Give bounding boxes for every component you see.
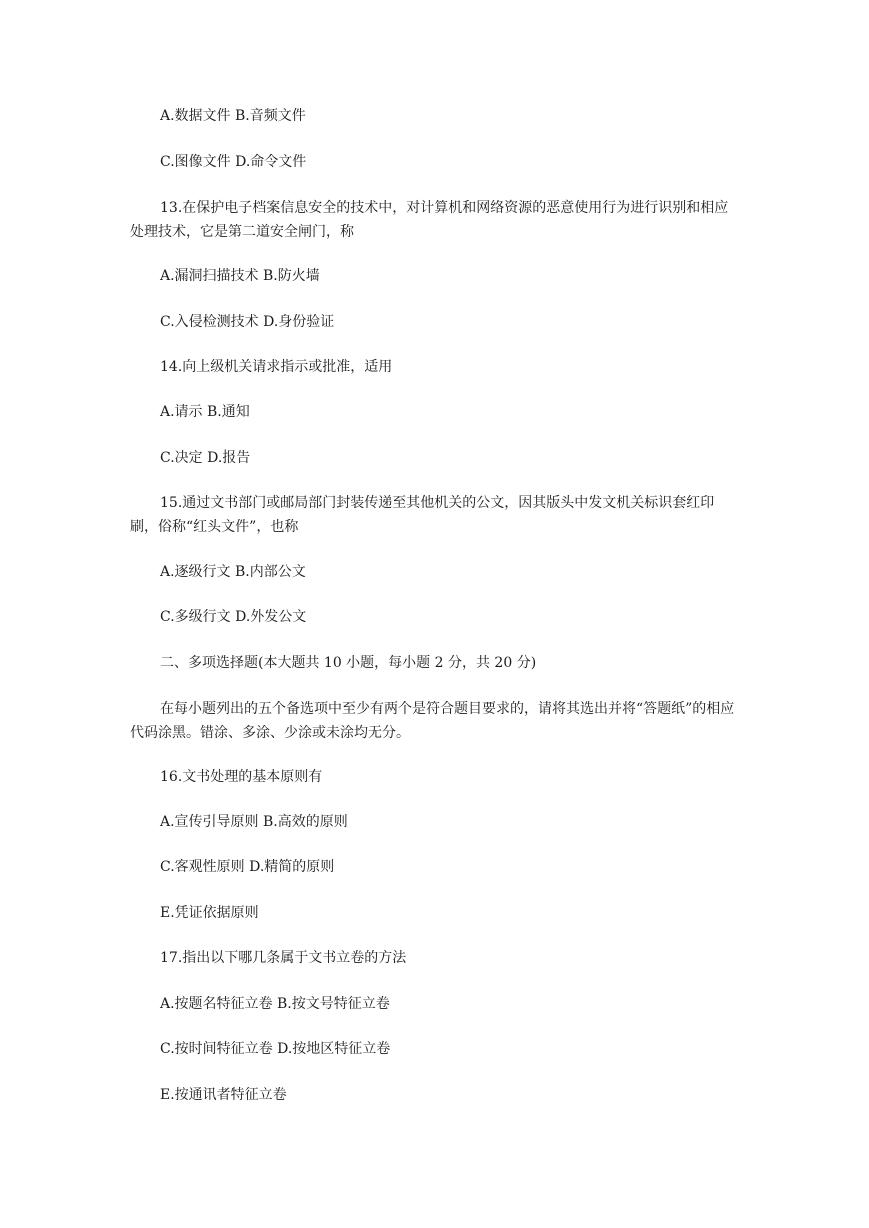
section-instructions: 在每小题列出的五个备选项中至少有两个是符合题目要求的，请将其选出并将“答题纸”的相应代码涂黑。错涂、多涂、少涂或未涂均无分。: [130, 701, 735, 741]
q12-options-ab: A.数据文件 B.音频文件: [160, 108, 306, 124]
q17-options-ab: A.按题名特征立卷 B.按文号特征立卷: [160, 996, 390, 1012]
q15-options-cd: C.多级行文 D.外发公文: [160, 609, 307, 625]
question-15: 15.通过文书部门或邮局部门封装传递至其他机关的公文，因其版头中发文机关标识套红印刷，俗称“红头文件”，也称: [130, 495, 715, 535]
section-heading-multiple-choice: 二、多项选择题(本大题共 10 小题，每小题 2 分，共 20 分): [160, 655, 537, 671]
q13-options-cd: C.入侵检测技术 D.身份验证: [160, 314, 335, 330]
q14-options-ab: A.请示 B.通知: [160, 404, 250, 420]
q16-options-cd: C.客观性原则 D.精简的原则: [160, 859, 335, 875]
q17-options-cd: C.按时间特征立卷 D.按地区特征立卷: [160, 1041, 391, 1057]
q15-options-ab: A.逐级行文 B.内部公文: [160, 564, 306, 580]
q17-option-e: E.按通讯者特征立卷: [160, 1087, 287, 1103]
q12-options-cd: C.图像文件 D.命令文件: [160, 154, 307, 170]
q16-option-e: E.凭证依据原则: [160, 905, 259, 921]
question-13: 13.在保护电子档案信息安全的技术中，对计算机和网络资源的恶意使用行为进行识别和相应处理技术，它是第二道安全闸门，称: [130, 200, 729, 240]
question-14: 14.向上级机关请求指示或批准，适用: [160, 359, 393, 375]
q16-options-ab: A.宣传引导原则 B.高效的原则: [160, 814, 348, 830]
q13-options-ab: A.漏洞扫描技术 B.防火墙: [160, 268, 320, 284]
q14-options-cd: C.决定 D.报告: [160, 450, 251, 466]
question-16: 16.文书处理的基本原则有: [160, 769, 323, 785]
question-17: 17.指出以下哪几条属于文书立卷的方法: [160, 950, 407, 966]
